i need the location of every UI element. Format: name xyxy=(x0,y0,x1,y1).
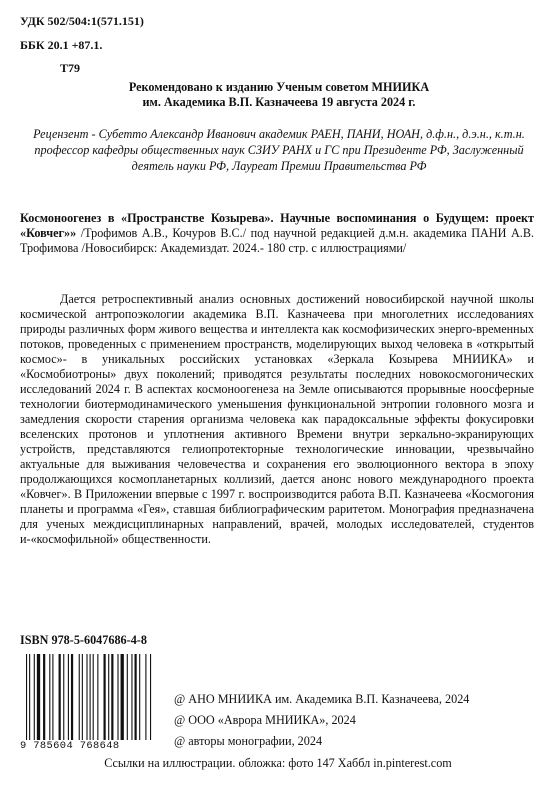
illustration-credits: Ссылки на иллюстрации. обложка: фото 147 Хаббл in.pinterest.com xyxy=(104,756,452,770)
abstract-text: Дается ретроспективный анализ основных достижений новосибирской научной школы космической антропоэкологии академика В.П. Казначеева при многолетних исследованиях природы различных форм живого вещества и интеллекта как космофизических энерго-временных потоков, проведенных с применением пространств, моделирующих выход человека в «открытый космос»- в уникальных российских установках «Зеркала Козырева МНИИКА» и «Космобиотроны» двух поколений; приводятся результаты последних новокосмогонических исследований 2024 г. В аспектах космоноогенеза на Земле описываются прорывные ноосферные технологии биотермодинамического уменьшения функциональной энтропии головного мозга и замедления скорости старения организма человека как парадоксальные эффекты фокусировки вселенских протонов и уплотнения активного Времени внутри зеркально-экранирующих устройств, представляются гелиопротекторные технологические инновации, чрезвычайно актуальные для выживания человечества и сохранения его эволюционного вектора в эпоху продолжающихся космопланетарных коллизий, дается анонс нового международного проекта «Ковчег». В Приложении впервые с 1997 г. воспроизводится работа В.П. Казначеева «Космогония планеты и программа «Гея», ставшая библиографическим раритетом. Монография предназначена для ученых междисциплинарных направлений, врачей, молодых исследователей, студентов и-«космофильной» общественности. xyxy=(20,292,534,546)
barcode-bar xyxy=(26,654,27,740)
barcode-bar xyxy=(79,654,80,740)
book-details: /Трофимов А.В., Кочуров В.С./ под научной редакцией д.м.н. академика ПАНИ А.В. Трофимова /Новосибирск: Академиздат. 2024.- 180 стр. с иллюстрациями/ xyxy=(20,226,534,255)
barcode-bar xyxy=(34,654,35,740)
isbn-barcode xyxy=(20,654,164,754)
barcode-bar xyxy=(29,654,30,740)
recommendation-note xyxy=(40,80,518,110)
barcode-bar xyxy=(59,654,61,740)
barcode-bar xyxy=(150,654,151,740)
barcode-bar xyxy=(86,654,87,740)
bibliographic-description xyxy=(20,211,534,256)
barcode-bar xyxy=(97,654,98,740)
barcode-bar xyxy=(90,654,91,740)
barcode-bar xyxy=(108,654,109,740)
barcode-bar xyxy=(104,654,106,740)
barcode-bar xyxy=(52,654,53,740)
barcode-bar xyxy=(37,654,40,740)
barcode-bar xyxy=(145,654,146,740)
book-title: Космоноогенез в «Пространстве Козырева». Научные воспоминания о Будущем: проект «Ковчег»» xyxy=(20,211,534,240)
barcode-bar xyxy=(71,654,73,740)
author-mark: Т79 xyxy=(60,61,81,75)
barcode-bar xyxy=(117,654,118,740)
reviewer-info: Рецензент - Субетто Александр Иванович академик РАЕН, ПАНИ, НОАН, д.ф.н., д.э.н., к.т.н. профессор кафедры общественных наук СЗИУ РАНХ и ГС при Президенте РФ, Заслуженный деятель науки РФ, Лауреат Премии Правительства РФ xyxy=(33,127,525,173)
barcode-bar xyxy=(111,654,113,740)
barcode-digits: 9 785604 768648 xyxy=(20,740,120,752)
udk-code: УДК 502/504:1(571.151) xyxy=(20,14,144,28)
barcode-bar xyxy=(93,654,94,740)
barcode-bar xyxy=(82,654,83,740)
recommendation-line-2: им. Академика В.П. Казначеева 19 августа 2024 г. xyxy=(142,95,416,109)
bbk-code: ББК 20.1 +87.1. xyxy=(20,38,103,52)
barcode-bar xyxy=(63,654,64,740)
copyright-notices xyxy=(174,689,469,752)
copyright-line: @ АНО МНИИКА им. Академика В.П. Казначеева, 2024 xyxy=(174,692,470,706)
barcode-bar xyxy=(131,654,132,740)
barcode-bar xyxy=(68,654,69,740)
barcode-bar xyxy=(43,654,45,740)
barcode-bar xyxy=(127,654,128,740)
barcode-bar xyxy=(139,654,140,740)
barcode-bar xyxy=(135,654,137,740)
copyright-line: @ ООО «Аврора МНИИКА», 2024 xyxy=(174,713,356,727)
barcode-bar xyxy=(121,654,124,740)
recommendation-line-1: Рекомендовано к изданию Ученым советом МНИИКА xyxy=(128,80,430,94)
copyright-line: @ авторы монографии, 2024 xyxy=(174,734,323,748)
barcode-bar xyxy=(49,654,50,740)
isbn: ISBN 978-5-6047686-4-8 xyxy=(20,633,147,647)
